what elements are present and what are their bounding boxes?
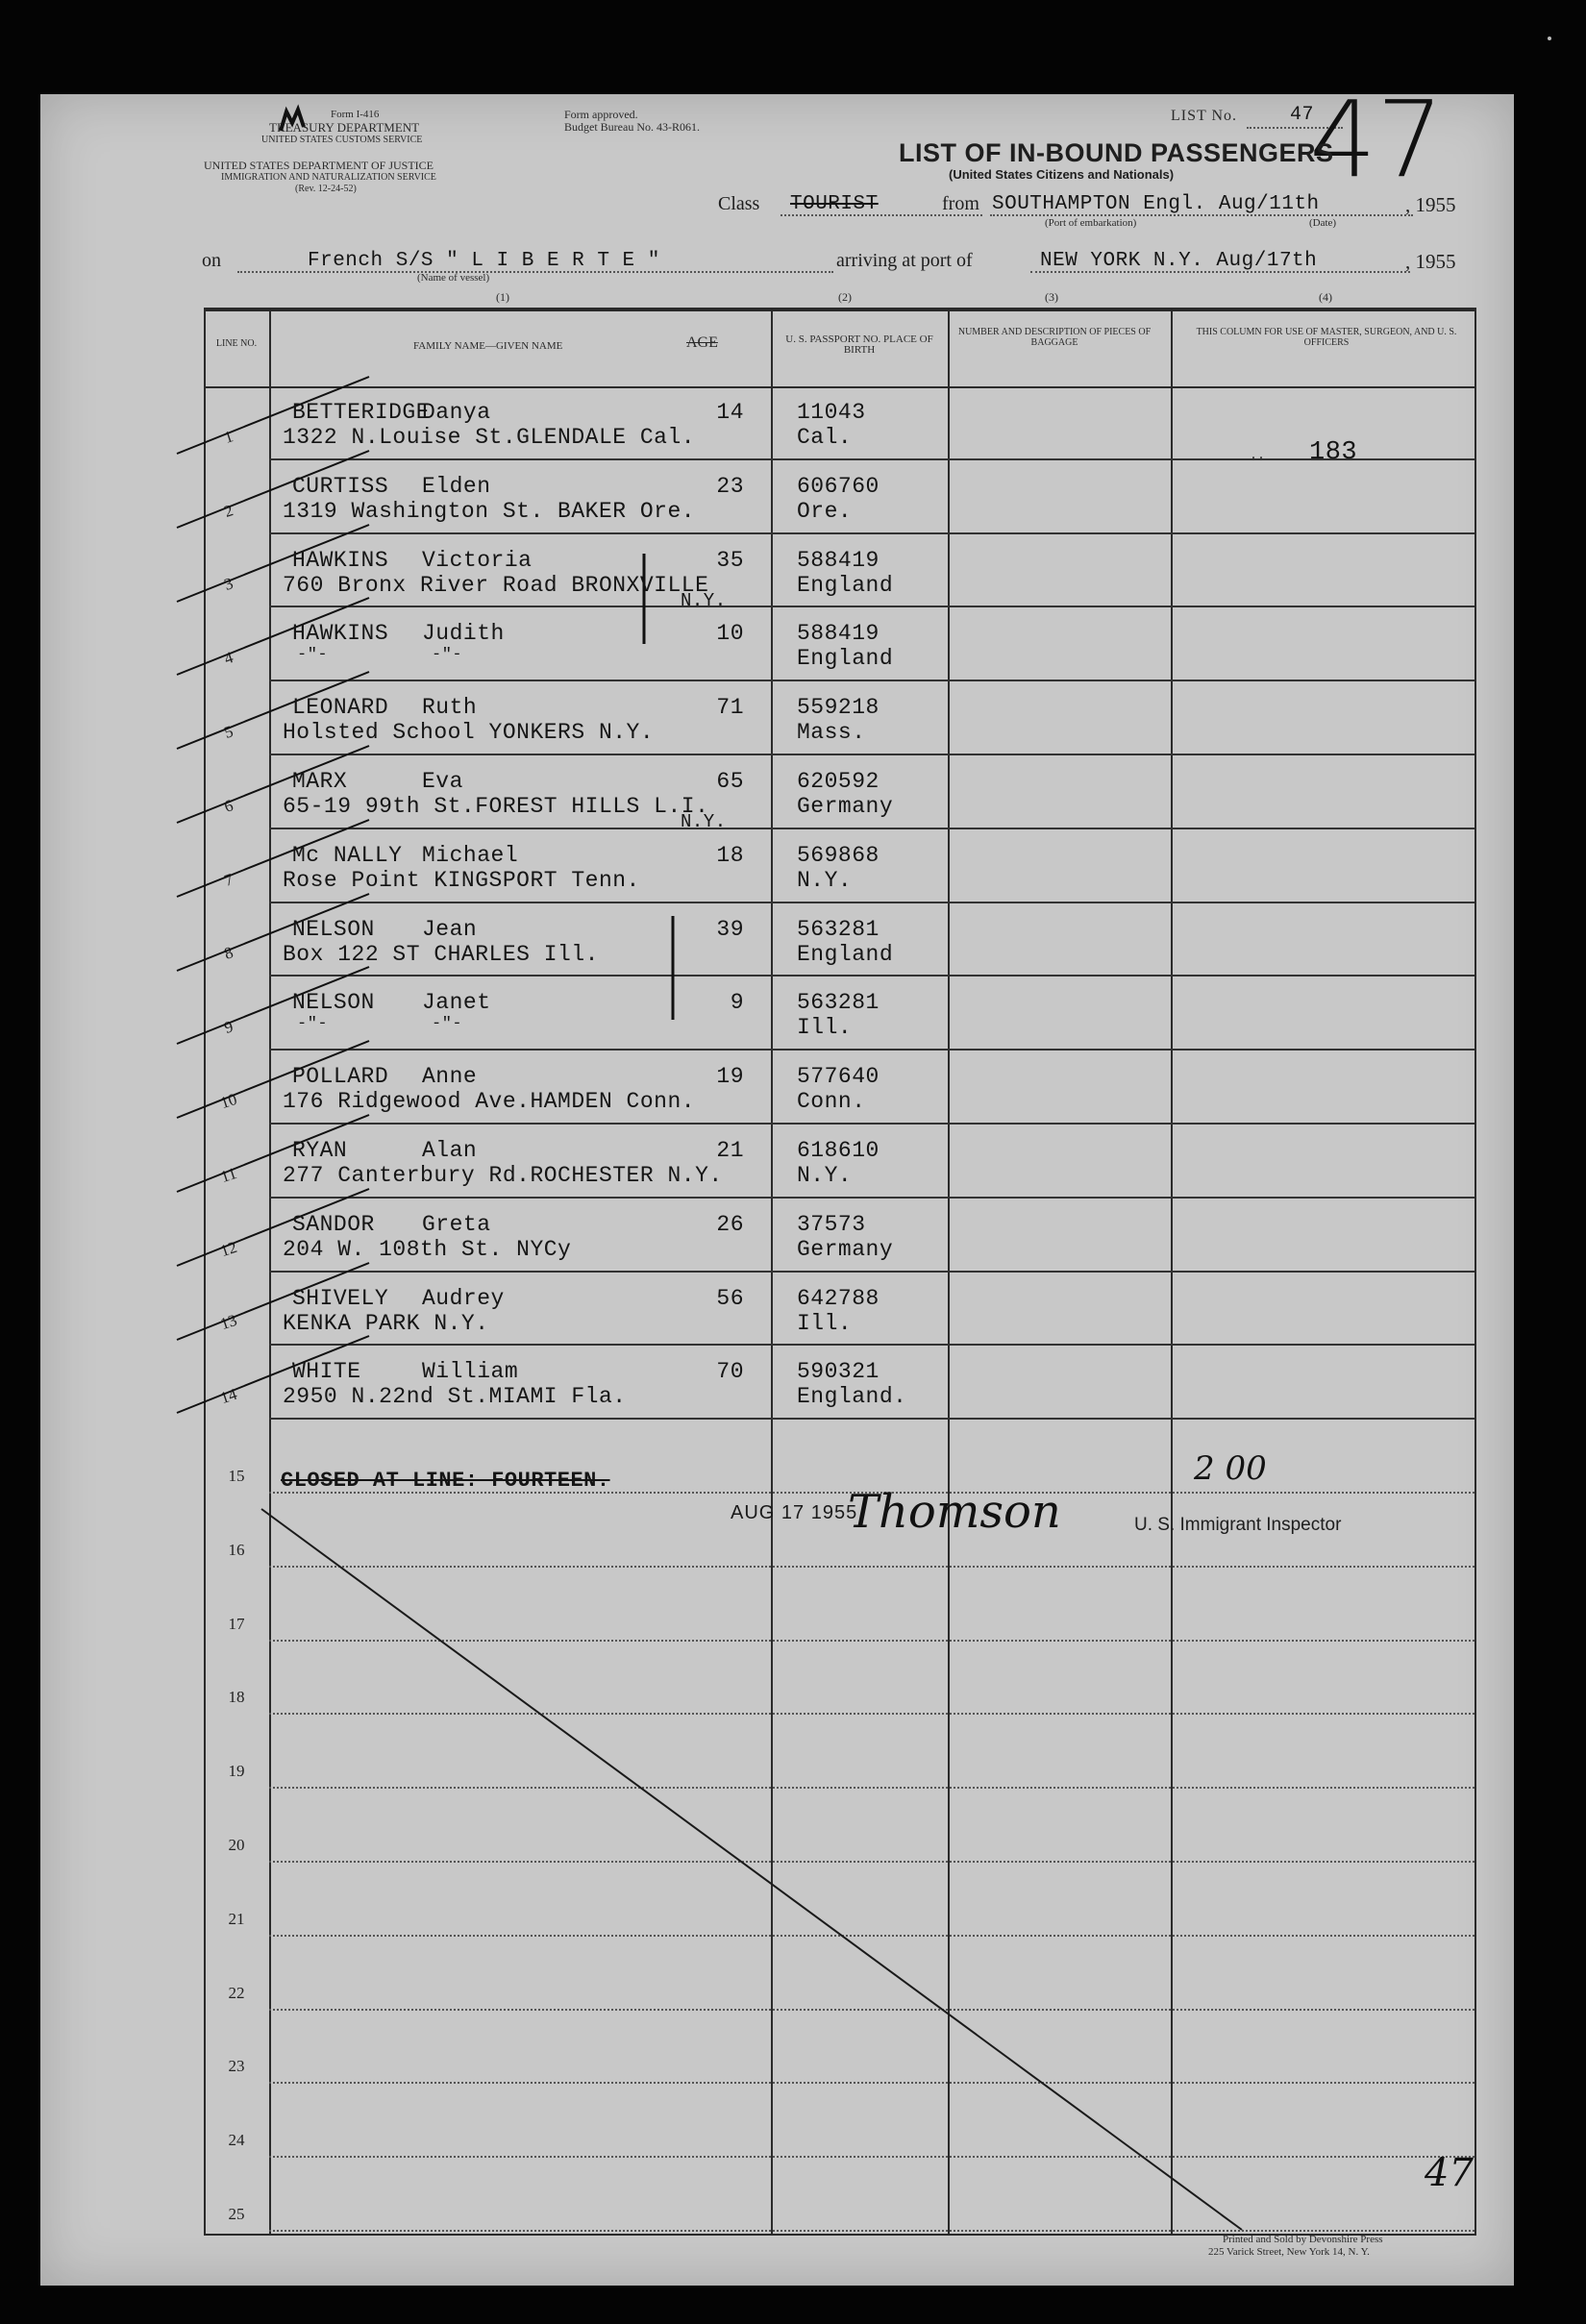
passport-number: 37573	[797, 1211, 866, 1237]
line-number: 4	[221, 648, 235, 669]
class-value: TOURIST	[790, 193, 879, 215]
given-name: Michael	[422, 842, 519, 868]
passport-number: 11043	[797, 400, 866, 425]
line-number: 19	[228, 1762, 245, 1781]
customs-service: UNITED STATES CUSTOMS SERVICE	[261, 135, 423, 145]
form-title: LIST OF IN-BOUND PASSENGERS	[899, 138, 1334, 167]
passport-number: 588419	[797, 547, 880, 573]
place-of-birth: Ore.	[797, 498, 853, 524]
age: 26	[716, 1211, 744, 1237]
given-name: Victoria	[422, 547, 533, 573]
place-of-birth: Germany	[797, 1236, 894, 1262]
line-number: 12	[217, 1237, 239, 1260]
line-number: 2	[221, 500, 235, 521]
inspector-signature: Thomson	[848, 1485, 1061, 1539]
family-name: Mc NALLY	[292, 842, 403, 868]
manifest-sheet	[40, 78, 1514, 2286]
given-name: Judith	[422, 621, 505, 647]
age: 18	[716, 842, 744, 868]
age: 70	[716, 1359, 744, 1385]
address-continued: N.Y.	[681, 811, 727, 832]
passport-number: 563281	[797, 990, 880, 1016]
cancel-line	[261, 1509, 1242, 2230]
form-number: Form I-416	[331, 109, 380, 120]
line-number: 14	[217, 1385, 239, 1408]
passport-number: 563281	[797, 916, 880, 942]
passport-number: 577640	[797, 1064, 880, 1090]
header-passport: U. S. PASSPORT NO. PLACE OF BIRTH	[785, 334, 933, 356]
port-caption: (Port of embarkation)	[1045, 217, 1137, 229]
form-subtitle: (United States Citizens and Nationals)	[949, 167, 1175, 182]
line-number: 13	[217, 1311, 239, 1334]
given-name: Danya	[422, 400, 491, 425]
family-name: HAWKINS	[292, 547, 389, 573]
vessel-caption: (Name of vessel)	[417, 272, 490, 284]
line-number: 6	[221, 795, 235, 816]
big-list-number: 47	[1309, 78, 1444, 201]
form-approved: Form approved.	[564, 108, 638, 121]
line-number: 10	[217, 1089, 239, 1113]
family-name: MARX	[292, 769, 348, 794]
ins: IMMIGRATION AND NATURALIZATION SERVICE	[221, 172, 436, 183]
address: Rose Point KINGSPORT Tenn.	[283, 867, 640, 893]
place-of-birth: Ill.	[797, 1015, 853, 1041]
passport-number: 606760	[797, 473, 880, 499]
printer-line-1: Printed and Sold by Devonshire Press	[1223, 2234, 1383, 2245]
col-num-3: (3)	[1045, 290, 1058, 304]
address: 1319 Washington St. BAKER Ore.	[283, 498, 696, 524]
family-name: NELSON	[292, 990, 375, 1016]
place-of-birth: N.Y.	[797, 867, 853, 893]
line-number: 1	[221, 426, 235, 447]
place-of-birth: Germany	[797, 794, 894, 819]
line-number: 17	[228, 1614, 245, 1633]
address-ditto: -"-	[297, 1015, 329, 1034]
line-number: 23	[228, 2057, 245, 2076]
address: Holsted School YONKERS N.Y.	[283, 720, 655, 746]
header-line-no: LINE NO.	[215, 338, 258, 349]
fee-mark: 2 00	[1194, 1449, 1267, 1488]
family-name: WHITE	[292, 1359, 361, 1385]
arriving-label: arriving at port of	[836, 250, 973, 271]
header-name: FAMILY NAME—GIVEN NAME	[413, 340, 563, 352]
passport-number: 618610	[797, 1138, 880, 1163]
col-num-2: (2)	[838, 290, 852, 304]
note-183: 183	[1309, 438, 1358, 467]
family-name: POLLARD	[292, 1064, 389, 1090]
given-name: Alan	[422, 1138, 478, 1163]
on-label: on	[202, 250, 221, 271]
given-name: Ruth	[422, 695, 478, 721]
address: KENKA PARK N.Y.	[283, 1310, 489, 1336]
class-label: Class	[718, 193, 760, 214]
col-num-1: (1)	[496, 290, 509, 304]
age: 21	[716, 1138, 744, 1163]
list-no-label: LIST No.	[1171, 108, 1238, 124]
date-caption: (Date)	[1309, 217, 1337, 229]
annotation-overlay	[40, 94, 1514, 2286]
line-number: 24	[228, 2131, 245, 2150]
date-stamp: AUG 17 1955	[731, 1502, 858, 1523]
budget-bureau: Budget Bureau No. 43-R061.	[564, 120, 700, 134]
family-name: CURTISS	[292, 473, 389, 499]
line-number: 15	[228, 1466, 245, 1485]
age: 39	[716, 916, 744, 942]
place-of-birth: Cal.	[797, 425, 853, 450]
family-name: SHIVELY	[292, 1285, 389, 1311]
note-dots: . .	[1251, 446, 1263, 462]
place-of-birth: Conn.	[797, 1089, 866, 1115]
given-name: Greta	[422, 1211, 491, 1237]
place-of-birth: England	[797, 941, 894, 967]
address: 176 Ridgewood Ave.HAMDEN Conn.	[283, 1089, 696, 1115]
line-number: 16	[228, 1540, 245, 1559]
year-2: , 1955	[1405, 250, 1456, 273]
family-name: BETTERIDGE	[292, 400, 431, 425]
printer-line-2: 225 Varick Street, New York 14, N. Y.	[1208, 2246, 1370, 2258]
list-no-value: 47	[1290, 104, 1315, 126]
vessel-value: French S/S " L I B E R T E "	[308, 250, 660, 272]
place-of-birth: England	[797, 646, 894, 672]
line-number: 8	[221, 943, 235, 964]
place-of-birth: Ill.	[797, 1310, 853, 1336]
address: 204 W. 108th St. NYCy	[283, 1236, 572, 1262]
age: 14	[716, 400, 744, 425]
line-number: 18	[228, 1688, 245, 1707]
header-baggage: NUMBER AND DESCRIPTION OF PIECES OF BAGGAGE	[957, 327, 1152, 348]
age: 23	[716, 473, 744, 499]
header-age: AGE	[686, 334, 718, 351]
passport-number: 559218	[797, 695, 880, 721]
address-continued: N.Y.	[681, 589, 727, 611]
line-number: 9	[221, 1017, 235, 1038]
family-name: LEONARD	[292, 695, 389, 721]
passport-number: 588419	[797, 621, 880, 647]
given-name: Eva	[422, 769, 463, 794]
family-name: NELSON	[292, 916, 375, 942]
passport-number: 620592	[797, 769, 880, 794]
from-label: from	[942, 193, 979, 214]
corner-number: 47	[1425, 2151, 1474, 2195]
family-name: SANDOR	[292, 1211, 375, 1237]
family-name: HAWKINS	[292, 621, 389, 647]
given-name: Audrey	[422, 1285, 505, 1311]
header-officers: THIS COLUMN FOR USE OF MASTER, SURGEON, AND U. S. OFFICERS	[1196, 327, 1457, 348]
treasury-dept: TREASURY DEPARTMENT	[269, 120, 420, 135]
place-of-birth: England.	[797, 1384, 907, 1410]
given-ditto: -"-	[432, 646, 463, 665]
address: 760 Bronx River Road BRONXVILLE	[283, 572, 709, 598]
line-number: 21	[228, 1909, 245, 1928]
passport-number: 642788	[797, 1285, 880, 1311]
inspector-title: U. S. Immigrant Inspector	[1134, 1515, 1342, 1535]
age: 56	[716, 1285, 744, 1311]
given-name: Anne	[422, 1064, 478, 1090]
justice-dept: UNITED STATES DEPARTMENT OF JUSTICE	[204, 159, 434, 172]
place-of-birth: N.Y.	[797, 1163, 853, 1188]
age: 35	[716, 547, 744, 573]
age: 9	[730, 990, 744, 1016]
line-number: 20	[228, 1835, 245, 1854]
line-number: 25	[228, 2204, 245, 2223]
family-name: RYAN	[292, 1138, 348, 1163]
line-number: 22	[228, 1983, 245, 2002]
place-of-birth: England	[797, 572, 894, 598]
given-name: Jean	[422, 916, 478, 942]
address: Box 122 ST CHARLES Ill.	[283, 941, 599, 967]
line-number: 7	[221, 869, 235, 890]
age: 65	[716, 769, 744, 794]
given-name: William	[422, 1359, 519, 1385]
col-num-4: (4)	[1319, 290, 1332, 304]
revision: (Rev. 12-24-52)	[295, 184, 357, 194]
passport-number: 569868	[797, 842, 880, 868]
closed-at-line: CLOSED AT LINE: FOURTEEN.	[281, 1469, 610, 1493]
speck	[1548, 37, 1551, 40]
line-number: 3	[221, 574, 235, 595]
from-value: SOUTHAMPTON Engl. Aug/11th	[992, 193, 1320, 215]
arrival-value: NEW YORK N.Y. Aug/17th	[1040, 250, 1318, 272]
passport-number: 590321	[797, 1359, 880, 1385]
line-number: 11	[218, 1163, 239, 1186]
given-name: Elden	[422, 473, 491, 499]
address: 1322 N.Louise St.GLENDALE Cal.	[283, 425, 696, 450]
age: 19	[716, 1064, 744, 1090]
address: 2950 N.22nd St.MIAMI Fla.	[283, 1384, 627, 1410]
place-of-birth: Mass.	[797, 720, 866, 746]
line-number: 5	[221, 722, 235, 742]
address: 65-19 99th St.FOREST HILLS L.I.	[283, 794, 709, 819]
age: 71	[716, 695, 744, 721]
given-ditto: -"-	[432, 1015, 463, 1034]
address-ditto: -"-	[297, 646, 329, 665]
year-1: , 1955	[1405, 193, 1456, 216]
age: 10	[716, 621, 744, 647]
address: 277 Canterbury Rd.ROCHESTER N.Y.	[283, 1163, 723, 1188]
given-name: Janet	[422, 990, 491, 1016]
